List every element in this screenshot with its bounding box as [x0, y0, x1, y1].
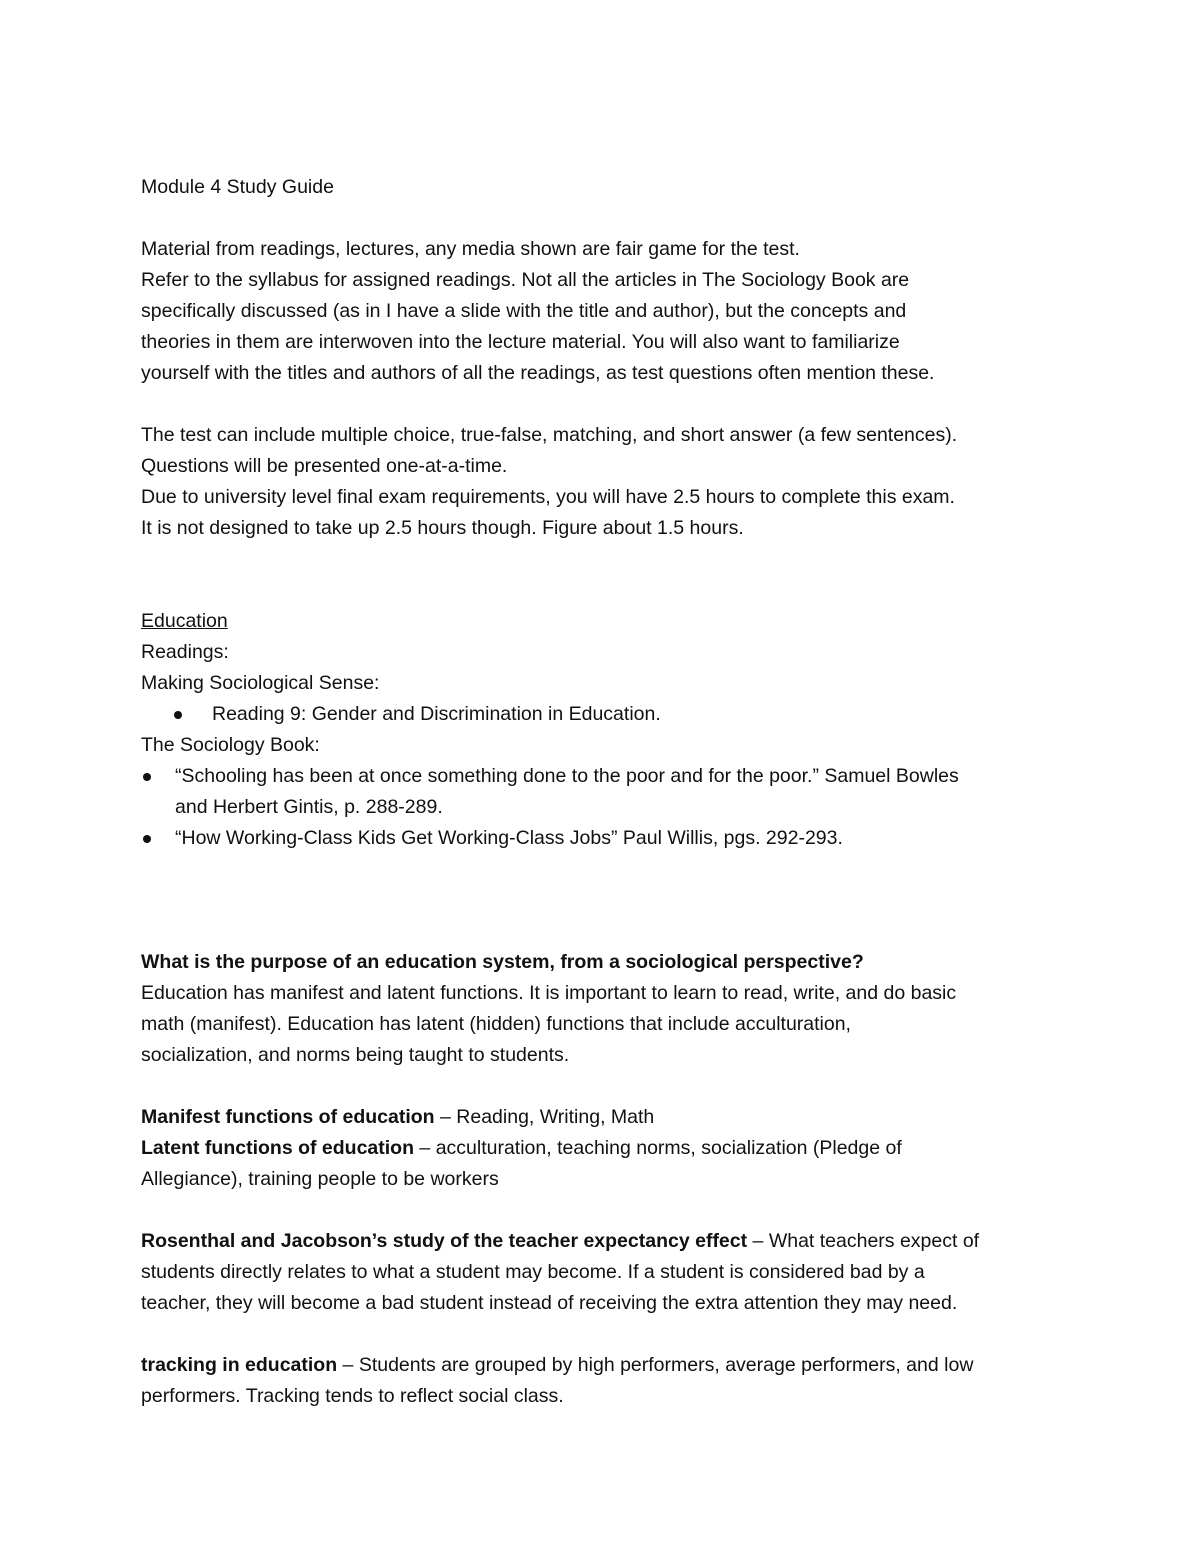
term-separator: –: [434, 1106, 457, 1128]
text-line: math (manifest). Education has latent (hidden) functions that include acculturation,: [141, 1013, 851, 1035]
intro-paragraph: [141, 234, 1080, 389]
definition-line: [141, 1226, 1080, 1257]
list-item-text: “How Working-Class Kids Get Working-Class Jobs” Paul Willis, pgs. 292-293.: [175, 827, 843, 849]
text-line: yourself with the titles and authors of all the readings, as test questions often mention these.: [141, 362, 935, 384]
test-info-paragraph: [141, 420, 1080, 544]
mss-label: Making Sociological Sense:: [141, 672, 380, 694]
definition: What teachers expect of: [768, 1230, 980, 1252]
bullet-icon: [174, 711, 182, 719]
page-title: Module 4 Study Guide: [141, 176, 334, 198]
text-line: Material from readings, lectures, any media shown are fair game for the test.: [141, 238, 800, 260]
text-line: Allegiance), training people to be workers: [141, 1168, 499, 1190]
readings-label: Readings:: [141, 641, 229, 663]
list-item-text: “Schooling has been at once something done to the poor and for the poor.” Samuel Bowles: [175, 765, 959, 787]
text-line: socialization, and norms being taught to students.: [141, 1044, 570, 1066]
term: Latent functions of education: [141, 1137, 414, 1159]
text-line: Due to university level final exam requirements, you will have 2.5 hours to complete this exam.: [141, 486, 955, 508]
functions-section: [141, 1102, 1080, 1195]
text-line: It is not designed to take up 2.5 hours though. Figure about 1.5 hours.: [141, 517, 744, 539]
book-list: [141, 761, 1080, 854]
purpose-section: [141, 947, 1080, 1071]
tracking-section: [141, 1350, 1080, 1412]
list-item: [141, 761, 1080, 823]
text-line: teacher, they will become a bad student instead of receiving the extra attention they may need.: [141, 1292, 958, 1314]
term-separator: –: [414, 1137, 436, 1159]
section-heading: Education: [141, 610, 228, 632]
definition: Reading, Writing, Math: [456, 1106, 655, 1128]
term: Manifest functions of education: [141, 1106, 435, 1128]
list-item: [141, 823, 1080, 854]
rosenthal-section: [141, 1226, 1080, 1319]
text-line: Questions will be presented one-at-a-time.: [141, 455, 508, 477]
list-item: [141, 699, 1080, 730]
term-separator: –: [747, 1230, 769, 1252]
text-line: specifically discussed (as in I have a slide with the title and author), but the concepts and: [141, 300, 907, 322]
list-item-text: Reading 9: Gender and Discrimination in Education.: [212, 703, 661, 725]
term: Rosenthal and Jacobson’s study of the teacher expectancy effect: [141, 1230, 748, 1252]
definition: Students are grouped by high performers, average performers, and low: [358, 1354, 974, 1376]
text-line: Refer to the syllabus for assigned readings. Not all the articles in The Sociology Book are: [141, 269, 910, 291]
text-line: The test can include multiple choice, true-false, matching, and short answer (a few sentences).: [141, 424, 958, 446]
question-heading: [141, 947, 1080, 978]
bullet-icon: [143, 773, 151, 781]
text-line: performers. Tracking tends to reflect social class.: [141, 1385, 564, 1407]
definition: acculturation, teaching norms, socialization (Pledge of: [435, 1137, 902, 1159]
mss-list: [141, 699, 1080, 730]
term-separator: –: [337, 1354, 359, 1376]
book-label: The Sociology Book:: [141, 734, 320, 756]
list-item-text: and Herbert Gintis, p. 288-289.: [175, 796, 443, 818]
text-line: theories in them are interwoven into the lecture material. You will also want to familiarize: [141, 331, 900, 353]
definition-line: [141, 1133, 1080, 1164]
education-section: [141, 606, 1080, 854]
text-line: Education has manifest and latent functions. It is important to learn to read, write, and do basic: [141, 982, 957, 1004]
definition-line: [141, 1350, 1080, 1381]
text-line: students directly relates to what a student may become. If a student is considered bad by a: [141, 1261, 925, 1283]
question-text: What is the purpose of an education system, from a sociological perspective?: [141, 951, 864, 973]
term: tracking in education: [141, 1354, 338, 1376]
bullet-icon: [143, 835, 151, 843]
definition-line: [141, 1102, 1080, 1133]
